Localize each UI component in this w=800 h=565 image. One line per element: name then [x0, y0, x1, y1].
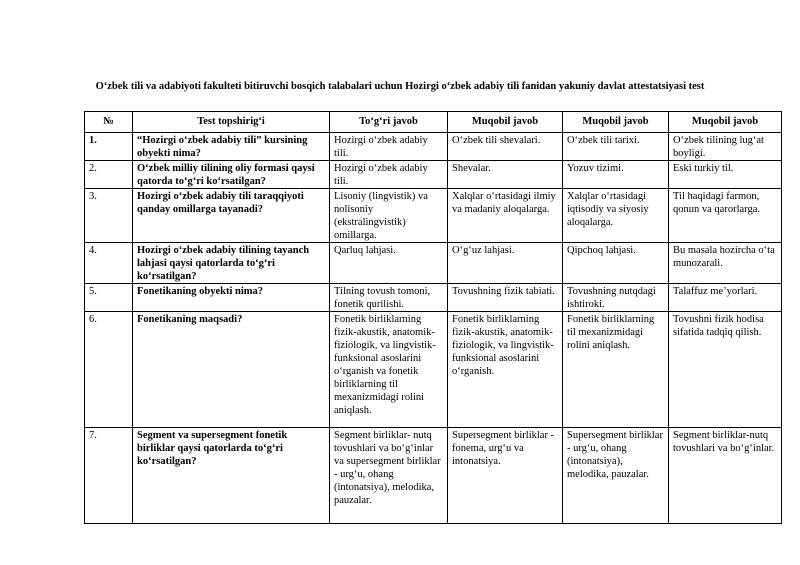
row-number: 6.	[85, 312, 133, 428]
alternative-answer-cell: Segment birliklar-nutq tovushlari va bo‘g‘inlar.	[669, 428, 782, 524]
correct-answer-cell: Tilning tovush tomoni, fonetik qurilishi.	[330, 284, 448, 312]
alternative-answer-cell: Fonetik birliklarning til mexanizmidagi rolini aniqlash.	[563, 312, 669, 428]
alternative-answer-cell: Supersegment birliklar - fonema, urg‘u va intonatsiya.	[448, 428, 563, 524]
correct-answer-cell: Hozirgi o‘zbek adabiy tili.	[330, 133, 448, 161]
alternative-answer-cell: O‘zbek tili shevalari.	[448, 133, 563, 161]
alternative-answer-cell: Eski turkiy til.	[669, 161, 782, 189]
table-row	[85, 428, 782, 524]
row-number: 2.	[85, 161, 133, 189]
alternative-answer-cell: Fonetik birliklarning fizik-akustik, anatomik-fiziologik, va lingvistik-funksional asoslarini o‘rganish.	[448, 312, 563, 428]
header-alternative-answer-1: Muqobil javob	[448, 112, 563, 133]
header-alternative-answer-2: Muqobil javob	[563, 112, 669, 133]
correct-answer-cell: Fonetik birliklarning fizik-akustik, anatomik- fiziologik, va lingvistik-funksional asoslarini o‘rganish va fonetik birliklarning til mexanizmidagi rolini aniqlash.	[330, 312, 448, 428]
row-number: 4.	[85, 243, 133, 284]
alternative-answer-cell: Xalqlar o‘rtasidagi ilmiy va madaniy aloqalarga.	[448, 189, 563, 243]
question-cell: O‘zbek milliy tilining oliy formasi qaysi qatorda to‘g‘ri ko‘rsatilgan?	[133, 161, 330, 189]
row-number: 1.	[85, 133, 133, 161]
table-row	[85, 284, 782, 312]
alternative-answer-cell: Supersegment birliklar - urg‘u, ohang (intonatsiya), melodika, pauzalar.	[563, 428, 669, 524]
question-cell: Segment va supersegment fonetik birliklar qaysi qatorlarda to‘g‘ri ko‘rsatilgan?	[133, 428, 330, 524]
correct-answer-cell: Hozirgi o‘zbek adabiy tili.	[330, 161, 448, 189]
alternative-answer-cell: Tovushni fizik hodisa sifatida tadqiq qilish.	[669, 312, 782, 428]
alternative-answer-cell: Tovushning fizik tabiati.	[448, 284, 563, 312]
table-row	[85, 312, 782, 428]
header-correct-answer: To‘g‘ri javob	[330, 112, 448, 133]
correct-answer-cell: Qarluq lahjasi.	[330, 243, 448, 284]
alternative-answer-cell: Til haqidagi farmon, qonun va qarorlarga.	[669, 189, 782, 243]
question-cell: Hozirgi o‘zbek adabiy tilining tayanch lahjasi qaysi qatorlarda to‘g‘ri ko‘rsatilgan?	[133, 243, 330, 284]
alternative-answer-cell: O‘g‘uz lahjasi.	[448, 243, 563, 284]
row-number: 5.	[85, 284, 133, 312]
alternative-answer-cell: Talaffuz me’yorlari.	[669, 284, 782, 312]
question-cell: “Hozirgi o‘zbek adabiy tili” kursining obyekti nima?	[133, 133, 330, 161]
alternative-answer-cell: Bu masala hozircha o‘ta munozarali.	[669, 243, 782, 284]
table-row	[85, 243, 782, 284]
alternative-answer-cell: O‘zbek tili tarixi.	[563, 133, 669, 161]
alternative-answer-cell: O‘zbek tilining lug‘at boyligi.	[669, 133, 782, 161]
table-row	[85, 189, 782, 243]
correct-answer-cell: Segment birliklar- nutq tovushlari va bo‘g‘inlar va supersegment birliklar - urg‘u, ohang (intonatsiya), melodika, pauzalar.	[330, 428, 448, 524]
correct-answer-cell: Lisoniy (lingvistik) va nolisoniy (ekstralingvistik) omillarga.	[330, 189, 448, 243]
alternative-answer-cell: Qipchoq lahjasi.	[563, 243, 669, 284]
table-header-row	[85, 112, 782, 133]
row-number: 3.	[85, 189, 133, 243]
header-question: Test topshirig‘i	[133, 112, 330, 133]
document-title: O‘zbek tili va adabiyoti fakulteti bitiruvchi bosqich talabalari uchun Hozirgi o‘zbek adabiy tili fanidan yakuniy davlat attestatsiyasi test	[95, 81, 705, 92]
alternative-answer-cell: Yozuv tizimi.	[563, 161, 669, 189]
question-cell: Fonetikaning obyekti nima?	[133, 284, 330, 312]
question-cell: Hozirgi o‘zbek adabiy tili taraqqiyoti qanday omillarga tayanadi?	[133, 189, 330, 243]
alternative-answer-cell: Shevalar.	[448, 161, 563, 189]
table-row	[85, 161, 782, 189]
row-number: 7.	[85, 428, 133, 524]
alternative-answer-cell: Tovushning nutqdagi ishtiroki.	[563, 284, 669, 312]
question-cell: Fonetikaning maqsadi?	[133, 312, 330, 428]
header-number: №	[85, 112, 133, 133]
test-table	[84, 111, 782, 524]
header-alternative-answer-3: Muqobil javob	[669, 112, 782, 133]
table-row	[85, 133, 782, 161]
alternative-answer-cell: Xalqlar o‘rtasidagi iqtisodiy va siyosiy aloqalarga.	[563, 189, 669, 243]
